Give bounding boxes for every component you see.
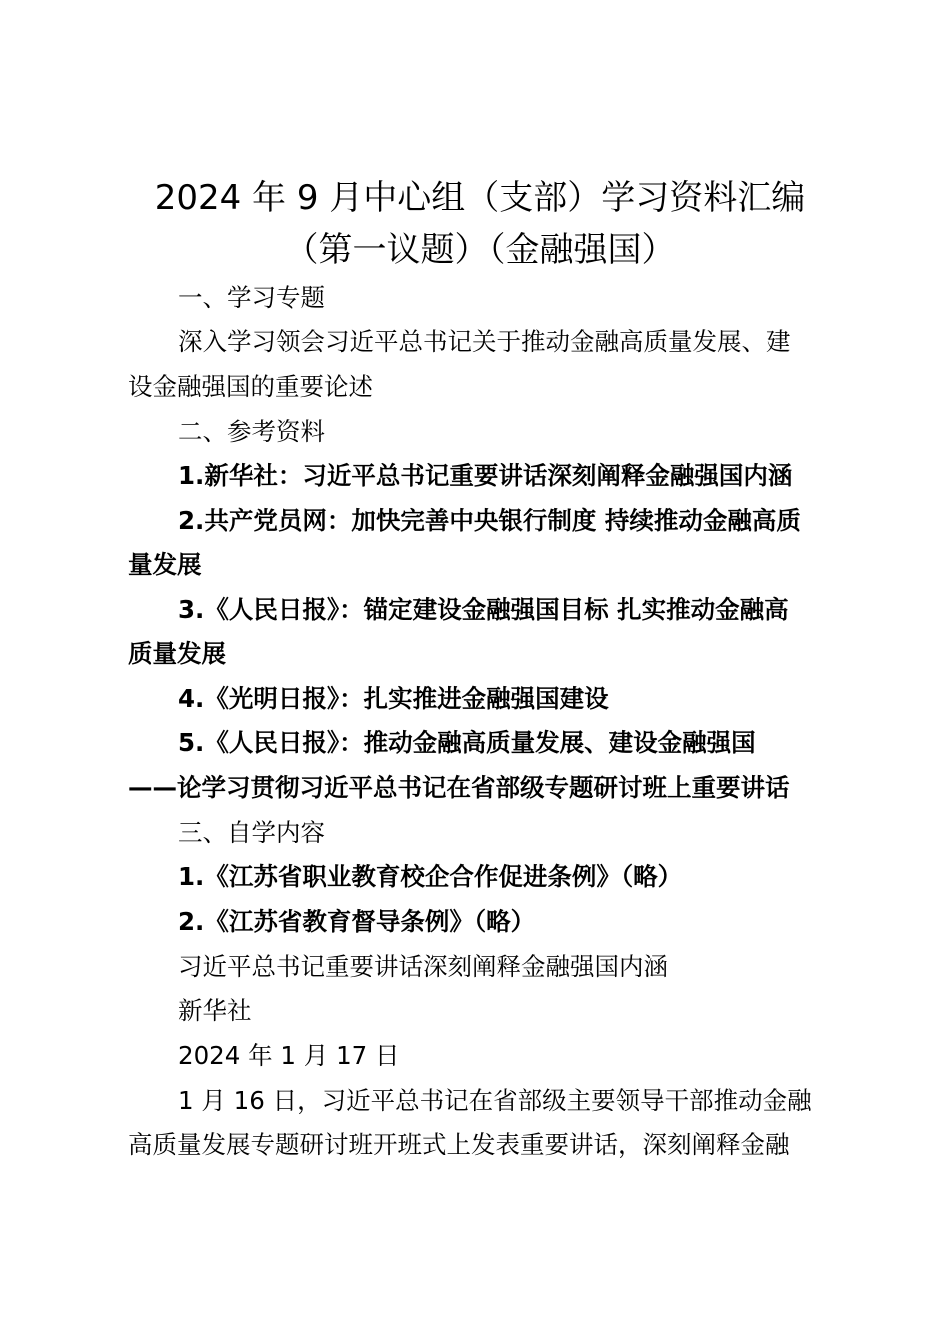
reference-item-3-line-1: 3.《人民日报》：锚定建设金融强国目标 扎实推动金融高 xyxy=(178,595,789,624)
reference-item-2-line-2: 量发展 xyxy=(128,550,202,579)
reference-item-2-line-1: 2.共产党员网：加快完善中央银行制度 持续推动金融高质 xyxy=(178,506,801,535)
self-study-item-2: 2.《江苏省教育督导条例》（略） xyxy=(178,907,536,936)
section-1-body-line-1: 深入学习领会习近平总书记关于推动金融高质量发展、建 xyxy=(178,327,791,356)
article-title: 习近平总书记重要讲话深刻阐释金融强国内涵 xyxy=(178,952,668,981)
reference-item-3-line-2: 质量发展 xyxy=(128,639,226,668)
section-3-heading: 三、自学内容 xyxy=(178,818,325,847)
document-title-line-1: 2024 年 9 月中心组（支部）学习资料汇编 xyxy=(154,178,806,218)
article-paragraph-line-1: 1 月 16 日，习近平总书记在省部级主要领导干部推动金融 xyxy=(178,1086,812,1115)
article-date: 2024 年 1 月 17 日 xyxy=(178,1041,400,1070)
reference-item-5-line-1: 5.《人民日报》：推动金融高质量发展、建设金融强国 xyxy=(178,728,756,757)
section-1-body-line-2: 设金融强国的重要论述 xyxy=(128,372,373,401)
document-title-line-2: （第一议题）（金融强国） xyxy=(284,230,676,270)
article-source: 新华社 xyxy=(178,996,252,1025)
section-1-heading: 一、学习专题 xyxy=(178,283,325,312)
article-paragraph-line-2: 高质量发展专题研讨班开班式上发表重要讲话，深刻阐释金融 xyxy=(128,1130,790,1159)
reference-item-5-line-2: ——论学习贯彻习近平总书记在省部级专题研讨班上重要讲话 xyxy=(128,773,790,802)
section-2-heading: 二、参考资料 xyxy=(178,417,325,446)
self-study-item-1: 1.《江苏省职业教育校企合作促进条例》（略） xyxy=(178,862,683,891)
reference-item-4: 4.《光明日报》：扎实推进金融强国建设 xyxy=(178,684,609,713)
reference-item-1: 1.新华社：习近平总书记重要讲话深刻阐释金融强国内涵 xyxy=(178,461,793,490)
